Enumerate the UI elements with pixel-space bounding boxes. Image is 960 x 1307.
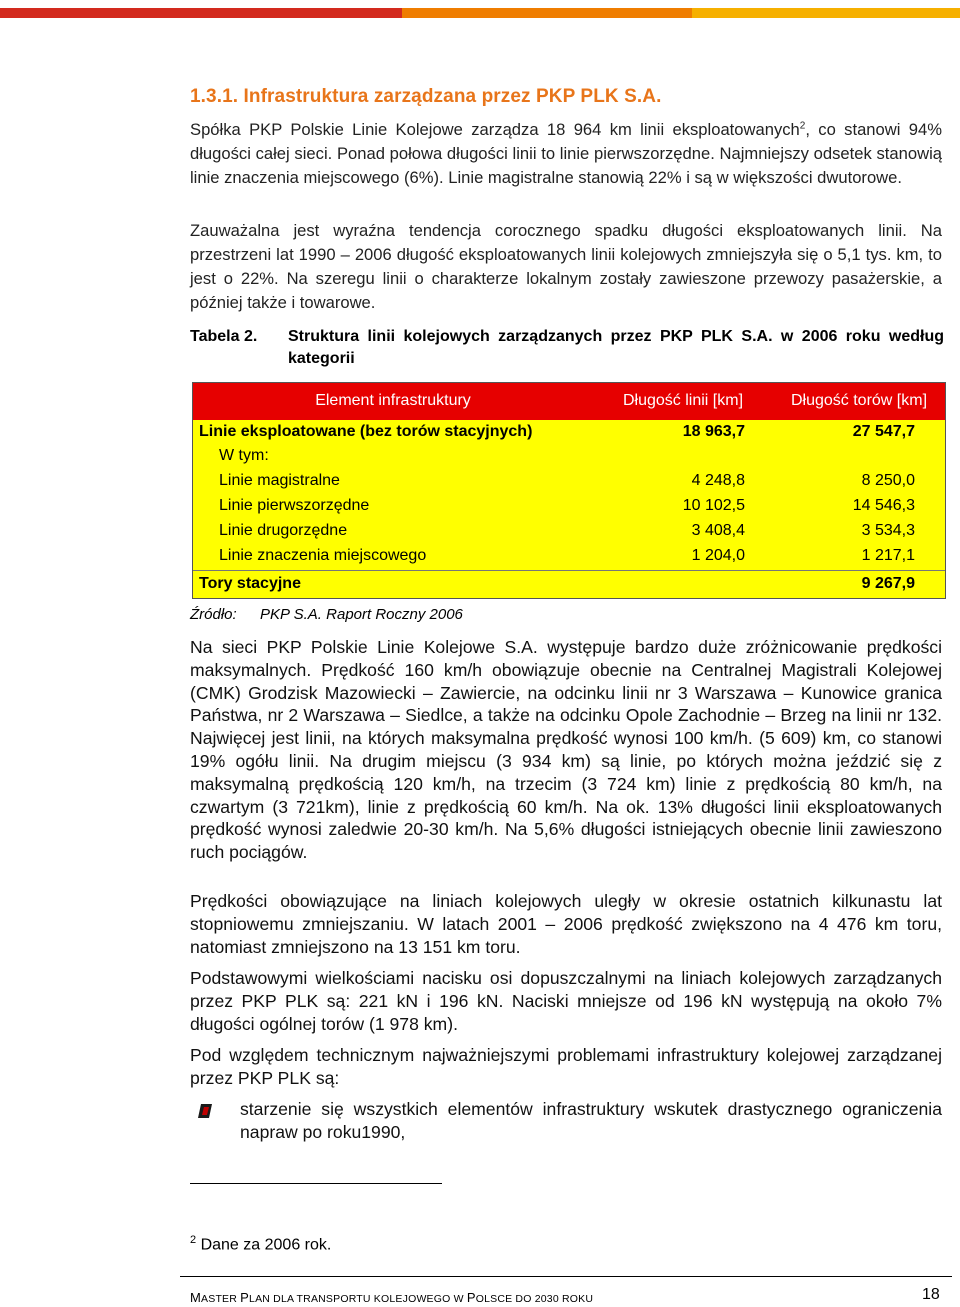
source-label: Źródło: xyxy=(190,606,237,623)
table-row xyxy=(193,470,945,494)
footer-rule xyxy=(180,1276,952,1277)
paragraph-network-overview xyxy=(190,118,942,190)
table-header-element: Element infrastruktury xyxy=(315,392,471,409)
table-header-line-length: Długość linii [km] xyxy=(622,392,744,409)
row-line-length: 1 204,0 xyxy=(691,547,745,564)
footer-title-small: LAN DLA TRANSPORTU KOLEJOWEGO W xyxy=(249,1293,467,1305)
infrastructure-table xyxy=(192,382,946,599)
row-label: Linie znaczenia miejscowego xyxy=(219,547,427,564)
table-row xyxy=(193,545,945,569)
header-bar-orange xyxy=(402,8,692,18)
row-track-length: 1 217,1 xyxy=(861,547,915,564)
table-divider xyxy=(193,570,945,571)
paragraph-length-decline: Zauważalna jest wyraźna tendencja corocznego spadku długości eksploatowanych linii. Na przestrzeni lat 1990 – 2006 długość eksploatowanych linii kolejowych zmniejszyła się o 5,1 tys. km, to jest o 22%. Na szeregu linii o charakterze lokalnym zostały zawieszone przewozy pasażerskie, a później także i towarowe. xyxy=(190,221,942,312)
table-title: Struktura linii kolejowych zarządzanych przez PKP PLK S.A. w 2006 roku według kategorii xyxy=(288,328,944,367)
table-row xyxy=(193,573,945,597)
row-line-length: 10 102,5 xyxy=(682,497,745,514)
table-row xyxy=(193,520,945,544)
bullet-icon xyxy=(198,1104,212,1118)
footnote-separator xyxy=(190,1183,442,1184)
row-line-length: 4 248,8 xyxy=(691,472,745,489)
table-body xyxy=(193,420,945,598)
row-track-length: 27 547,7 xyxy=(852,423,915,440)
source-value: PKP S.A. Raport Roczny 2006 xyxy=(260,606,463,623)
row-label: Linie eksploatowane (bez torów stacyjnych) xyxy=(199,423,533,440)
table-row xyxy=(193,445,945,469)
footnote-ref[interactable]: 2 xyxy=(799,120,806,132)
paragraph-max-speeds: Na sieci PKP Polskie Linie Kolejowe S.A. występuje bardzo duże zróżnicowanie prędkości maksymalnych. Prędkość 160 km/h obowiązuje obecnie na Centralnej Magistrali Kolejowej (CMK) Grodzisk Mazowiecki – Zawiercie, na odcinku linii nr 3 Warszawa – Kunowice granica Państwa, nr 2 Warszawa – Siedlce, a także na odcinku Opole Zachodnie – Brzeg na linii nr 132. Najwięcej jest linii, na których maksymalna prędkość wynosi 100 km/h. (5 609) km, co stanowi 19% ogółu linii. Na drugim miejscu (3 934 km) są linie, po których można jeździć się z maksymalną prędkością 120 km/h, na trzecim (3 724 km) linie z prędkością 80 km/h, na czwartym (3 721km), linie z prędkością 60 km/h. Na ok. 13% długości linii eksploatowanych prędkość wynosi zaledwie 20-30 km/h. Na 5,6% długości istniejących obecnie linii zawieszono ruch pociągów. xyxy=(190,637,942,863)
paragraph-speed-changes: Prędkości obowiązujące na liniach kolejowych uległy w okresie ostatnich kilkunastu lat stopniowemu zmniejszaniu. W latach 2001 – 2006 prędkość zwiększono na 4 476 km toru, natomiast zmniejszono na 13 151 km toru. xyxy=(190,891,942,957)
footnote xyxy=(190,1234,331,1254)
row-track-length: 14 546,3 xyxy=(852,497,915,514)
footer-title xyxy=(190,1290,593,1305)
row-line-length: 18 963,7 xyxy=(682,423,745,440)
table-header-row xyxy=(193,383,945,420)
paragraph-text: , co stanowi 94% długości całej sieci. Ponad połowa długości linii to linie pierwszorzędne. Najmniejszy odsetek stanowią linie znaczenia miejscowego (6%). Linie magistralne stanowią 22% i są w większości dwutorowe. xyxy=(190,120,942,187)
paragraph-text: Spółka PKP Polskie Linie Kolejowe zarządza 18 964 km linii eksploatowanych xyxy=(190,120,800,139)
row-label: Linie pierwszorzędne xyxy=(219,497,370,514)
row-label: W tym: xyxy=(219,447,269,464)
header-bar-yellow xyxy=(692,8,960,18)
row-track-length: 8 250,0 xyxy=(861,472,915,489)
footnote-text: Dane za 2006 rok. xyxy=(200,1236,332,1254)
bullet-text: starzenie się wszystkich elementów infrastruktury wskutek drastycznego ograniczenia napraw po roku1990, xyxy=(240,1099,942,1142)
table-source xyxy=(190,606,463,623)
footer-title-small: OLSCE DO 2030 ROKU xyxy=(475,1293,594,1305)
row-label: Tory stacyjne xyxy=(199,575,301,592)
footer-title-cap: P xyxy=(240,1290,250,1305)
row-track-length: 9 267,9 xyxy=(861,575,915,592)
table-row xyxy=(193,495,945,519)
header-bar-red xyxy=(0,8,402,18)
header-color-bar xyxy=(0,8,960,18)
footnote-number: 2 xyxy=(190,1234,197,1246)
footer-title-cap: M xyxy=(190,1290,202,1305)
paragraph-technical-problems: Pod względem technicznym najważniejszymi problemami infrastruktury kolejowej zarządzanej przez PKP PLK są: xyxy=(190,1045,942,1088)
row-label: Linie magistralne xyxy=(219,472,340,489)
section-heading: 1.3.1. Infrastruktura zarządzana przez PKP PLK S.A. xyxy=(190,86,662,107)
table-header-track-length: Długość torów [km] xyxy=(790,392,928,409)
row-line-length: 3 408,4 xyxy=(691,522,745,539)
footer-title-small: ASTER xyxy=(201,1293,241,1305)
row-label: Linie drugorzędne xyxy=(219,522,348,539)
table-label: Tabela 2. xyxy=(190,328,258,345)
page-number: 18 xyxy=(922,1286,940,1303)
paragraph-axle-loads: Podstawowymi wielkościami nacisku osi dopuszczalnymi na liniach kolejowych zarządzanych przez PKP PLK są: 221 kN i 196 kN. Naciski mniejsze od 196 kN występują na około 7% długości ogólnej torów (1 978 km). xyxy=(190,968,942,1034)
footer-title-cap: P xyxy=(466,1290,476,1305)
row-track-length: 3 534,3 xyxy=(861,522,915,539)
table-row xyxy=(193,421,945,445)
